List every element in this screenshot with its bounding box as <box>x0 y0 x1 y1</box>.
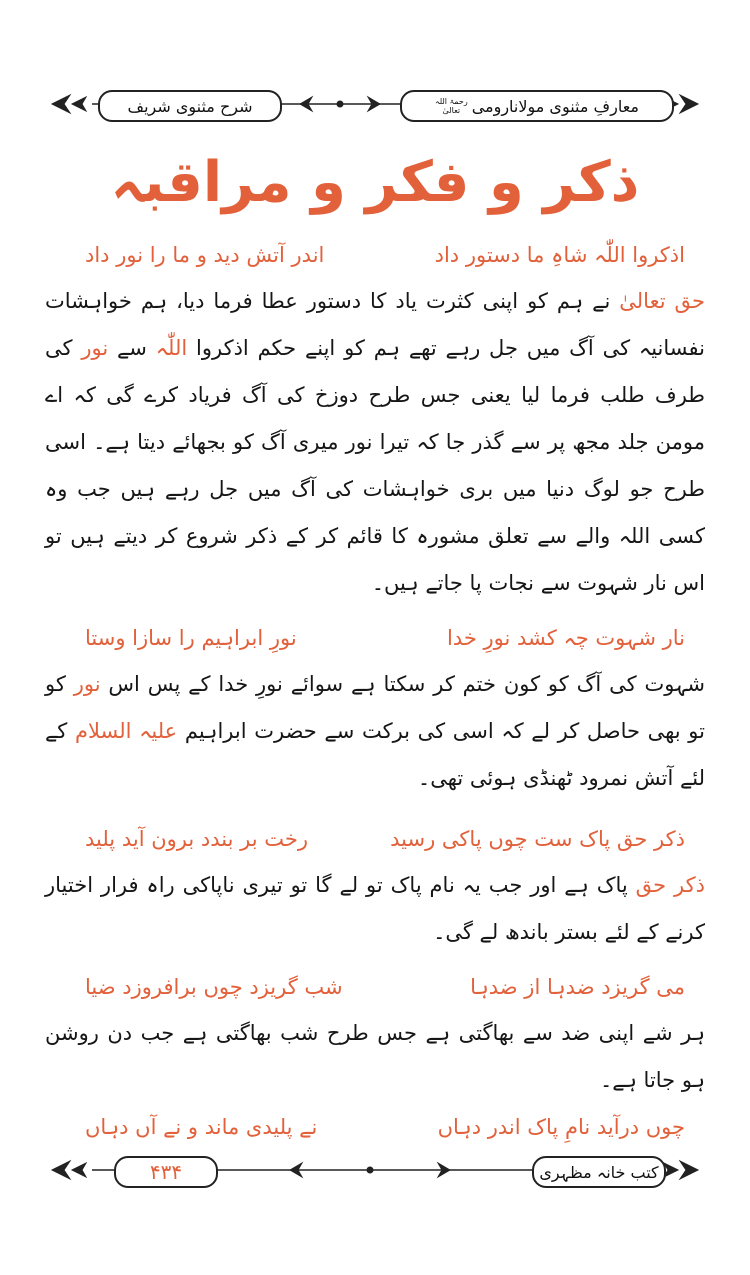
paragraph-2 <box>45 661 705 802</box>
honorific-bottom: تعالیٰ <box>442 106 461 115</box>
page-header <box>50 86 700 122</box>
verse-hemistich-left: اندر آتش دید و ما را نور داد <box>85 243 325 267</box>
page-footer <box>50 1152 700 1188</box>
honorific <box>435 97 468 115</box>
verse-couplet-2 <box>45 615 705 661</box>
verse-hemistich-right: چوں درآید نامِ پاک اندر دہاں <box>437 1115 685 1139</box>
paragraph-1 <box>45 278 705 607</box>
text-run: پاک ہے اور جب یہ نام پاک تو لے گا تو تیری ناپاکی راہ فرار اختیار کرنے کے لئے بستر باندھ لے گی۔ <box>45 873 705 944</box>
text-run: سے <box>108 336 156 360</box>
highlight-zikr-haq: ذکر حق <box>635 873 705 897</box>
book-title-cartouche <box>400 90 674 122</box>
page-content <box>45 232 705 1150</box>
verse-hemistich-left: نے پلیدی ماند و نے آں دہاں <box>85 1115 318 1139</box>
chapter-title: ذکر و فکر و مراقبہ <box>110 150 640 215</box>
verse-hemistich-right: اذکروا اللّٰہ شاہِ ما دستور داد <box>434 243 685 267</box>
verse-hemistich-left: شب گریزد چوں برافروزد ضیا <box>85 975 343 999</box>
honorific-top: رحمۃ اللہ <box>435 97 468 106</box>
highlight-noor: نور <box>81 336 109 360</box>
publisher-name: کتب خانہ مظہری <box>539 1162 659 1182</box>
highlight-alaihissalam: علیہ السلام <box>74 719 178 743</box>
paragraph-3 <box>45 862 705 956</box>
paragraph-4 <box>45 1010 705 1104</box>
highlight-noor: نور <box>73 672 101 696</box>
text-run: ہر شے اپنی ضد سے بھاگتی ہے جس طرح شب بھاگتی ہے جب دن روشن ہو جاتا ہے۔ <box>45 1021 705 1092</box>
series-title: شرح مثنوی شریف <box>127 96 253 116</box>
series-title-cartouche <box>98 90 282 122</box>
text-run: کو تو بھی حاصل کر لے کہ اسی کی برکت سے حضرت ابراہیم <box>45 672 705 743</box>
verse-hemistich-right: ذکر حق پاک ست چوں پاکی رسید <box>390 827 685 851</box>
book-title: معارفِ مثنوی مولانارومی <box>471 96 639 116</box>
verse-hemistich-left: نورِ ابراہیم را سازا وستا <box>85 626 297 650</box>
highlight-allah: اللّٰہ <box>155 336 188 360</box>
text-run: نے ہم کو اپنی کثرت یاد کا دستور عطا فرما دیا، ہم خواہشات نفسانیہ کی آگ میں جل رہے تھے ہم کو اپنے حکم اذکروا <box>45 289 705 360</box>
verse-hemistich-right: نار شہوت چہ کشد نورِ خدا <box>447 626 685 650</box>
verse-hemistich-left: رخت بر بندد برون آید پلید <box>85 827 308 851</box>
publisher-cartouche <box>532 1156 666 1188</box>
verse-couplet-1 <box>45 232 705 278</box>
verse-hemistich-right: می گریزد ضدہا از ضدہا <box>470 975 685 999</box>
text-run: کی طرف طلب فرما لیا یعنی جس طرح دوزخ کی آگ فریاد کرے گی کہ اے مومن جلد مجھ پر سے گذر جا کہ تیرا نور میری آگ کو بجھائے دیتا ہے۔ اسی طرح جو لوگ دنیا میں بری خواہشات کی آگ میں جل رہے ہیں جب وہ کسی اللہ والے سے تعلق مشورہ کا قائم کر کے ذکر شروع کر دیتے ہیں تو اس نار شہوت سے نجات پا جاتے ہیں۔ <box>45 336 705 595</box>
highlight-haq-taala: حق تعالیٰ <box>619 289 706 313</box>
verse-couplet-5 <box>45 1104 705 1150</box>
verse-couplet-4 <box>45 964 705 1010</box>
verse-couplet-3 <box>45 816 705 862</box>
page-number: ۴۳۴ <box>114 1156 218 1188</box>
text-run: شہوت کی آگ کو کون ختم کر سکتا ہے سوائے نورِ خدا کے پس اس <box>100 672 705 696</box>
text-run: کے لئے آتش نمرود ٹھنڈی ہوئی تھی۔ <box>45 719 705 790</box>
